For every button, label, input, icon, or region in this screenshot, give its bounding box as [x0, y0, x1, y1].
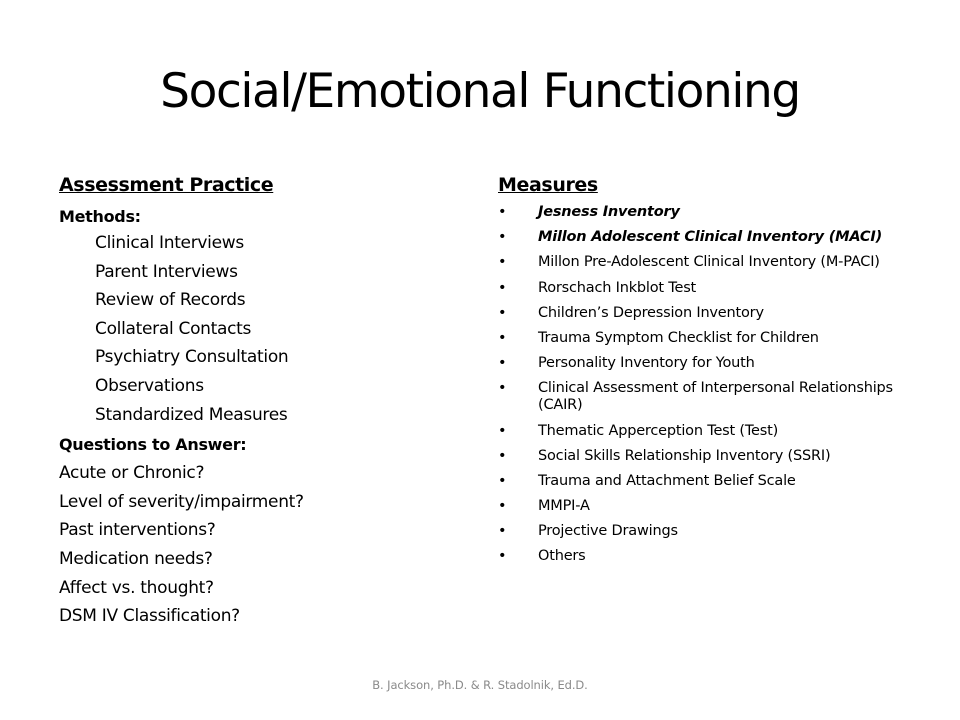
question-item: Level of severity/impairment? [59, 491, 304, 512]
bullet-icon: • [498, 204, 507, 220]
method-item: Collateral Contacts [95, 318, 252, 339]
measure-label: Personality Inventory for Youth [538, 355, 755, 372]
bullet-icon: • [498, 422, 507, 439]
method-item: Review of Records [95, 290, 246, 311]
measure-item [498, 380, 918, 414]
question-item: Past interventions? [59, 520, 216, 541]
bullet-icon: • [498, 548, 507, 565]
measure-item [498, 423, 918, 440]
measure-item [498, 330, 918, 347]
assessment-practice-heading: Assessment Practice [59, 174, 274, 196]
slide-title: Social/Emotional Functioning [160, 64, 800, 119]
measure-label: Rorschach Inkblot Test [538, 279, 697, 296]
measure-label: Projective Drawings [538, 523, 678, 540]
questions-list [59, 459, 459, 631]
question-item: DSM IV Classification? [59, 606, 240, 627]
measure-label: Children’s Depression Inventory [538, 304, 764, 321]
measure-label: Jesness Inventory [538, 204, 680, 220]
bullet-icon: • [498, 472, 507, 489]
method-item: Clinical Interviews [95, 233, 244, 253]
bullet-icon: • [498, 355, 507, 372]
questions-label: Questions to Answer: [59, 435, 247, 455]
bullet-icon: • [498, 523, 507, 540]
measure-item [498, 204, 918, 221]
measure-label: Others [538, 548, 586, 565]
method-item: Parent Interviews [95, 261, 238, 282]
methods-label: Methods: [59, 207, 141, 226]
measure-item [498, 473, 918, 490]
measure-item [498, 355, 918, 372]
slide-footer: B. Jackson, Ph.D. & R. Stadolnik, Ed.D. [372, 678, 588, 692]
measure-item [498, 280, 918, 297]
measures-column [498, 171, 918, 574]
measure-label: Social Skills Relationship Inventory (SSRI) [538, 447, 831, 464]
method-item: Standardized Measures [95, 404, 288, 425]
measures-list [498, 204, 918, 565]
bullet-icon: • [498, 304, 507, 321]
assessment-practice-column [59, 171, 459, 631]
bullet-icon: • [498, 447, 507, 464]
measure-item [498, 498, 918, 515]
measure-label: Trauma and Attachment Belief Scale [538, 472, 796, 489]
measure-item [498, 548, 918, 565]
question-item: Acute or Chronic? [59, 463, 205, 484]
measure-item [498, 305, 918, 322]
measure-label: Clinical Assessment of Interpersonal Relationships (CAIR) [538, 380, 893, 414]
bullet-icon: • [498, 229, 507, 246]
measure-item [498, 448, 918, 465]
measure-item [498, 229, 918, 246]
methods-list [59, 229, 459, 429]
measure-item [498, 254, 918, 271]
bullet-icon: • [498, 380, 507, 397]
measure-label: Thematic Apperception Test (Test) [538, 422, 779, 439]
measure-label: MMPI-A [538, 498, 590, 515]
bullet-icon: • [498, 498, 507, 515]
question-item: Medication needs? [59, 548, 213, 569]
measure-label: Millon Pre-Adolescent Clinical Inventory (M-PACI) [538, 254, 880, 271]
measure-label: Millon Adolescent Clinical Inventory (MACI) [538, 229, 882, 246]
method-item: Observations [95, 375, 204, 396]
bullet-icon: • [498, 279, 507, 296]
bullet-icon: • [498, 254, 507, 271]
question-item: Affect vs. thought? [59, 577, 214, 598]
measure-label: Trauma Symptom Checklist for Children [538, 329, 819, 346]
bullet-icon: • [498, 329, 507, 346]
method-item: Psychiatry Consultation [95, 347, 289, 368]
measures-heading: Measures [498, 174, 598, 196]
measure-item [498, 523, 918, 540]
